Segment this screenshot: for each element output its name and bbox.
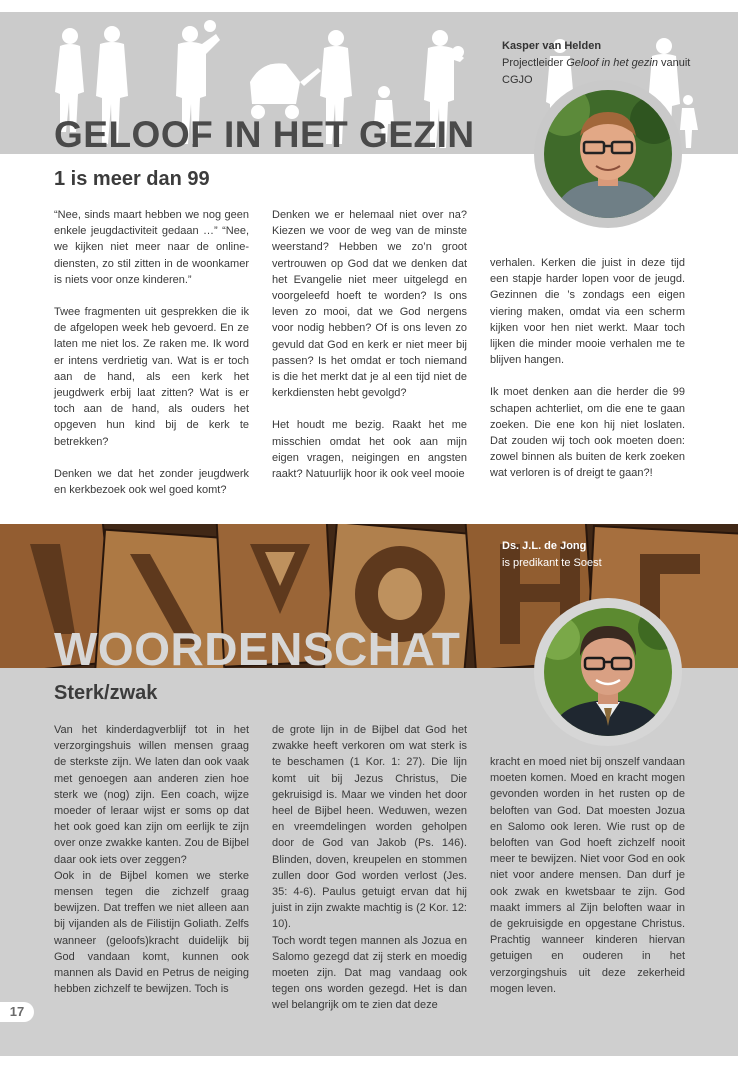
article-subtitle: 1 is meer dan 99 <box>54 168 210 190</box>
article1-column-3 <box>490 255 685 482</box>
paragraph: verhalen. Kerken die juist in deze tijd een stapje harder lopen voor de jeugd. Gezinnen die ’s zondags een eigen viering maken, omdat via een scherm kijken voor hen niet werkt. Maar toch lijken die minder mooie verhalen me te blijven hangen. <box>490 257 685 367</box>
author-portrait-photo <box>544 608 672 736</box>
article-title: WOORDENSCHAT <box>54 623 461 675</box>
article2-column-1 <box>54 722 249 997</box>
author-org: CGJO <box>502 74 533 86</box>
author-role-prefix: Projectleider <box>502 57 567 69</box>
article1-column-1 <box>54 207 249 498</box>
paragraph: Twee fragmenten uit gesprekken die ik de afgelopen week heb gevoerd. En ze laten me niet los. Ze raken me. Ik word er intens verdrietig van. Wat is er toch aan de hand, als een kerk het jeugdwerk erbij laat zitten? Wat is er toch aan de hand, als ouders het opgeven hun kind bij de kerk te betrekken? <box>54 306 249 448</box>
page-number: 17 <box>0 1002 34 1022</box>
author-role-emphasis: Geloof in het gezin <box>566 57 658 69</box>
paragraph: Ik moet denken aan die herder die 99 schapen achterliet, om die ene te gaan zoeken. Die ene kon hij niet loslaten. Dat zouden wij toch ook moeten doen: zowel binnen als buiten de kerk zoeken wat verloren is of dreigt te gaan?! <box>490 386 685 480</box>
article-subtitle: Sterk/zwak <box>54 682 158 704</box>
paragraph: Toch wordt tegen mannen als Jozua en Salomo gezegd dat zij sterk en moedig moeten zijn. Dat mag vandaag ook tegen ons worden gezegd. Het is dan wel belangrijk om te zien dat deze <box>272 934 467 1012</box>
author-portrait-frame <box>534 80 682 228</box>
article1-column-2 <box>272 207 467 482</box>
paragraph: Het houdt me bezig. Raakt het me misschien omdat het ook aan mijn eigen vragen, neigingen en angsten raakt? Natuurlijk hoor ik ook veel mooie <box>272 419 467 481</box>
author-name: Ds. J.L. de Jong <box>502 540 587 552</box>
author-name: Kasper van Helden <box>502 40 602 52</box>
article2-column-2 <box>272 722 467 1014</box>
author-portrait-frame <box>534 598 682 746</box>
paragraph: Denken we er helemaal niet over na? Kiezen we voor de weg van de minste weerstand? Hebben we zo’n groot vertrouwen op God dat we denken dat het Evangelie niet meer uitgelegd en voorgeleefd hoeft te worden? Is ons leven zo mooi, dat we God nergens voor nodig hebben? Of is ons leven zo gevuld dat God en kerk er niet meer bij passen? Is het omdat er toch niemand is die het merkt dat je al een tijd niet de kerkdiensten hebt gevolgd? <box>272 209 467 400</box>
article-title: GELOOF IN HET GEZIN <box>54 114 475 155</box>
author-role <box>502 55 722 72</box>
author-role: is predikant te Soest <box>502 557 602 569</box>
paragraph: Van het kinderdagverblijf tot in het verzorgingshuis willen mensen graag de sterkste zijn. We laten dan ook vaak met genoegen aan anderen zien hoe sterk we (nog) zijn. Een coach, wijze moeder of leraar wijst er soms op dat het ook goed kan zijn om eerlijk te zijn over onze zwakke kanten. Zou de Bijbel daar ook iets over zeggen? <box>54 724 249 866</box>
paragraph: de grote lijn in de Bijbel dat God het zwakke heeft verkoren om wat sterk is te beschamen (1 Kor. 1: 27). Die lijn komt uit bij Jezus Christus, Die gekruisigd is. Maar we vinden het door heel de Bijbel heen. Weduwen, wezen en vreemdelingen worden geholpen door de God van Jakob (Ps. 146). Blinden, doven, kreupelen en stommen zullen door God worden verlost (Jes. 35: 4-6). Paulus getuigt ervan dat hij juist in zijn zwakte machtig is (2 Kor. 12: 10). <box>272 724 467 931</box>
paragraph: Denken we dat het zonder jeugdwerk en kerkbezoek ook wel goed komt? <box>54 467 249 497</box>
paragraph: kracht en moed niet bij onszelf vandaan moeten komen. Moed en kracht mogen gevonden worden in het rusten op de beloften van God. Dat moesten Jozua en Salomo ook leren. Wie rust op de beloften van God hoeft zichzelf nooit meer te bewijzen. Niet voor God en ook niet voor andere mensen. Dan durf je ook zwak en kwetsbaar te zijn. God maakt immers al Zijn beloften waar in de gekruisigde en opgestane Christus. Prachtig wanneer kinderen hiervan getuigen en ouderen in het verzorgingshuis uit deze zekerheid mogen leven. <box>490 756 685 995</box>
article2-column-3 <box>490 754 685 997</box>
author-portrait-photo <box>544 90 672 218</box>
author-role-suffix: vanuit <box>657 57 691 69</box>
paragraph: Ook in de Bijbel komen we sterke mensen tegen die zichzelf graag bewijzen. Dat treffen we niet alleen aan bij vijanden als de Filistijn Goliath. Zelfs wanneer (geloofs)kracht duidelijk bij God vandaan komt, kunnen ook mannen als David en Petrus de neiging hebben zichzelf te bewijzen. Toch is <box>54 869 249 996</box>
paragraph: “Nee, sinds maart hebben we nog geen enkele jeugdactiviteit gedaan …” “Nee, we kijken niet meer naar de online-diensten, zo stil zitten in de woonkamer is niets voor onze kinderen.” <box>54 209 249 286</box>
author-byline <box>502 538 702 572</box>
